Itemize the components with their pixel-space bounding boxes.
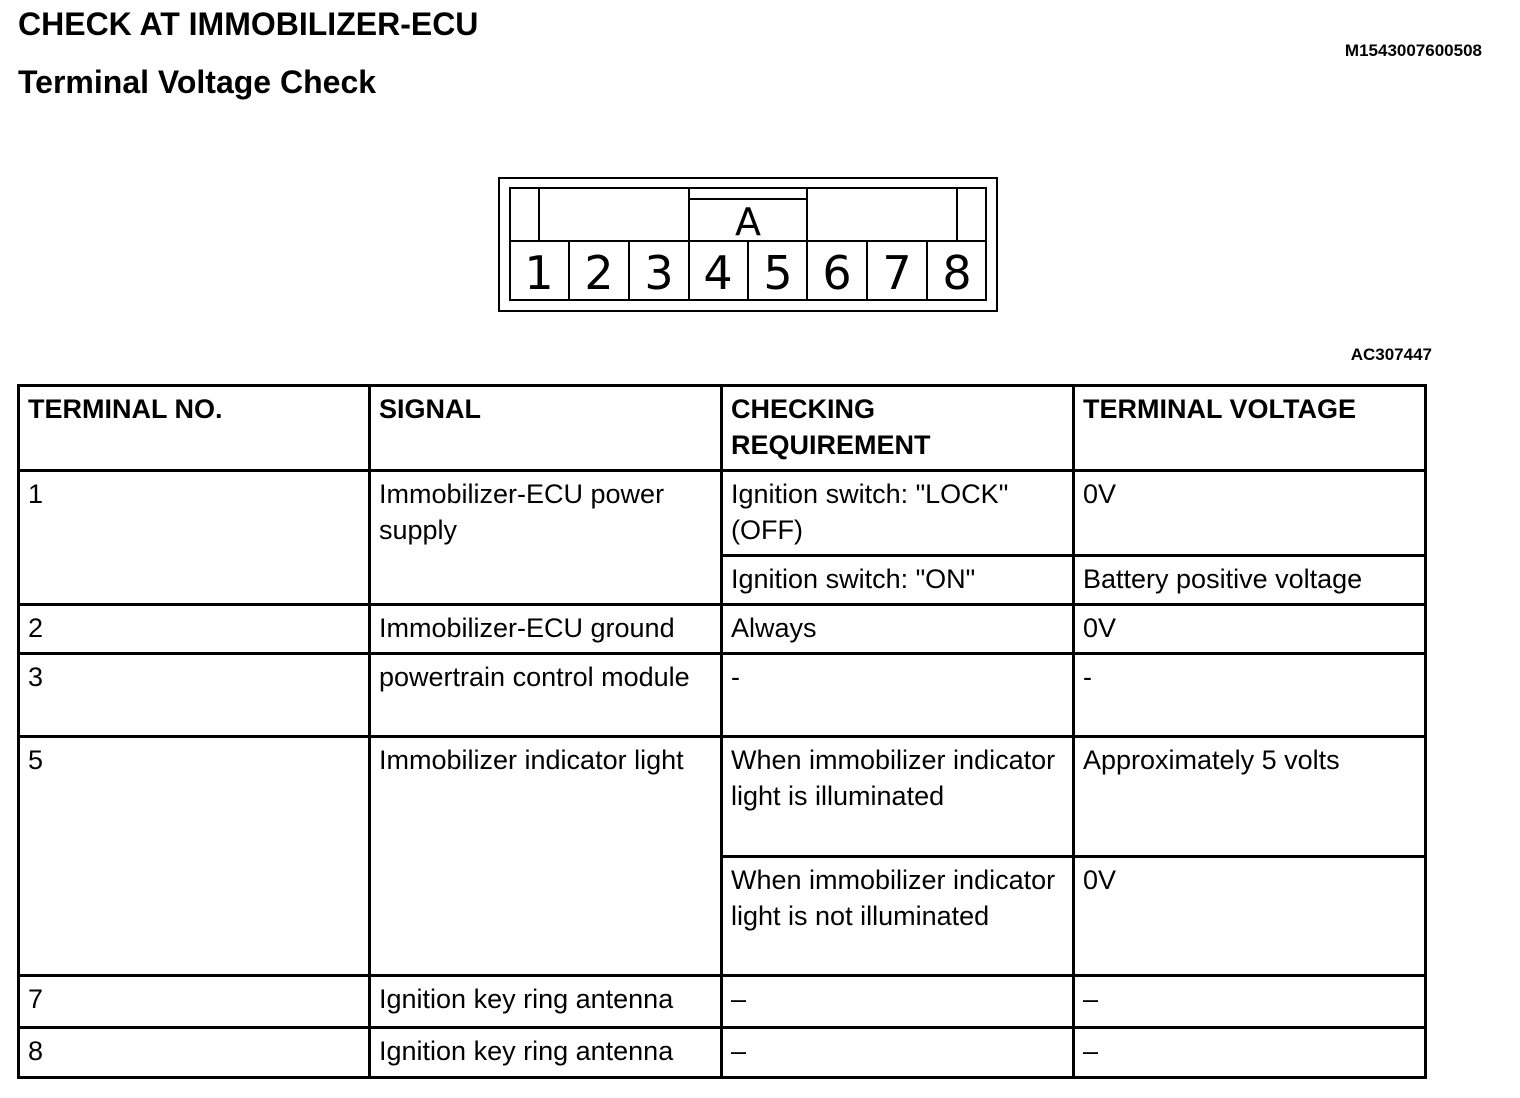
header-terminal-no: TERMINAL NO.: [19, 386, 370, 471]
voltage-cell: 0V: [1074, 605, 1426, 654]
pin-number: 4: [703, 246, 733, 300]
signal-cell: Ignition key ring antenna: [370, 1028, 722, 1078]
connector-label: A: [735, 200, 761, 244]
pin-number: 5: [763, 246, 793, 300]
table-row: [19, 976, 1426, 1028]
table-row: [19, 737, 1426, 857]
voltage-cell: -: [1074, 654, 1426, 737]
pin-number: 8: [942, 246, 972, 300]
voltage-cell: 0V: [1074, 857, 1426, 976]
signal-cell: Immobilizer-ECU power supply: [370, 471, 722, 605]
pin-number: 7: [882, 246, 912, 300]
terminal-voltage-table: [17, 384, 1427, 1079]
requirement-cell: Ignition switch: "LOCK" (OFF): [722, 471, 1074, 556]
figure-id: AC307447: [1350, 345, 1432, 364]
requirement-cell: –: [722, 1028, 1074, 1078]
header-signal: SIGNAL: [370, 386, 722, 471]
table-row: [19, 605, 1426, 654]
page-title: CHECK AT IMMOBILIZER-ECU: [18, 6, 479, 42]
requirement-cell: -: [722, 654, 1074, 737]
terminal-cell: 1: [19, 471, 370, 605]
voltage-cell: Battery positive voltage: [1074, 556, 1426, 605]
terminal-cell: 5: [19, 737, 370, 976]
requirement-cell: –: [722, 976, 1074, 1028]
pin-number: 3: [644, 246, 674, 300]
voltage-cell: 0V: [1074, 471, 1426, 556]
terminal-cell: 8: [19, 1028, 370, 1078]
requirement-cell: Ignition switch: "ON": [722, 556, 1074, 605]
table-header-row: [19, 386, 1426, 471]
terminal-cell: 7: [19, 976, 370, 1028]
signal-cell: Ignition key ring antenna: [370, 976, 722, 1028]
pin-number: 1: [524, 246, 554, 300]
signal-cell: powertrain control module: [370, 654, 722, 737]
header-checking-requirement: CHECKING REQUIREMENT: [722, 386, 1074, 471]
header-terminal-voltage: TERMINAL VOLTAGE: [1074, 386, 1426, 471]
terminal-cell: 3: [19, 654, 370, 737]
table-row: [19, 1028, 1426, 1078]
voltage-cell: –: [1074, 1028, 1426, 1078]
signal-cell: Immobilizer-ECU ground: [370, 605, 722, 654]
document-id: M1543007600508: [1344, 41, 1482, 60]
requirement-cell: When immobilizer indicator light is illuminated: [722, 737, 1074, 857]
table-row: [19, 471, 1426, 556]
requirement-cell: When immobilizer indicator light is not illuminated: [722, 857, 1074, 976]
voltage-cell: Approximately 5 volts: [1074, 737, 1426, 857]
terminal-cell: 2: [19, 605, 370, 654]
voltage-cell: –: [1074, 976, 1426, 1028]
pin-number: 2: [584, 246, 614, 300]
pin-number: 6: [822, 246, 852, 300]
page-subtitle: Terminal Voltage Check: [18, 64, 377, 100]
connector-diagram: [498, 177, 998, 312]
requirement-cell: Always: [722, 605, 1074, 654]
table-row: [19, 654, 1426, 737]
signal-cell: Immobilizer indicator light: [370, 737, 722, 976]
